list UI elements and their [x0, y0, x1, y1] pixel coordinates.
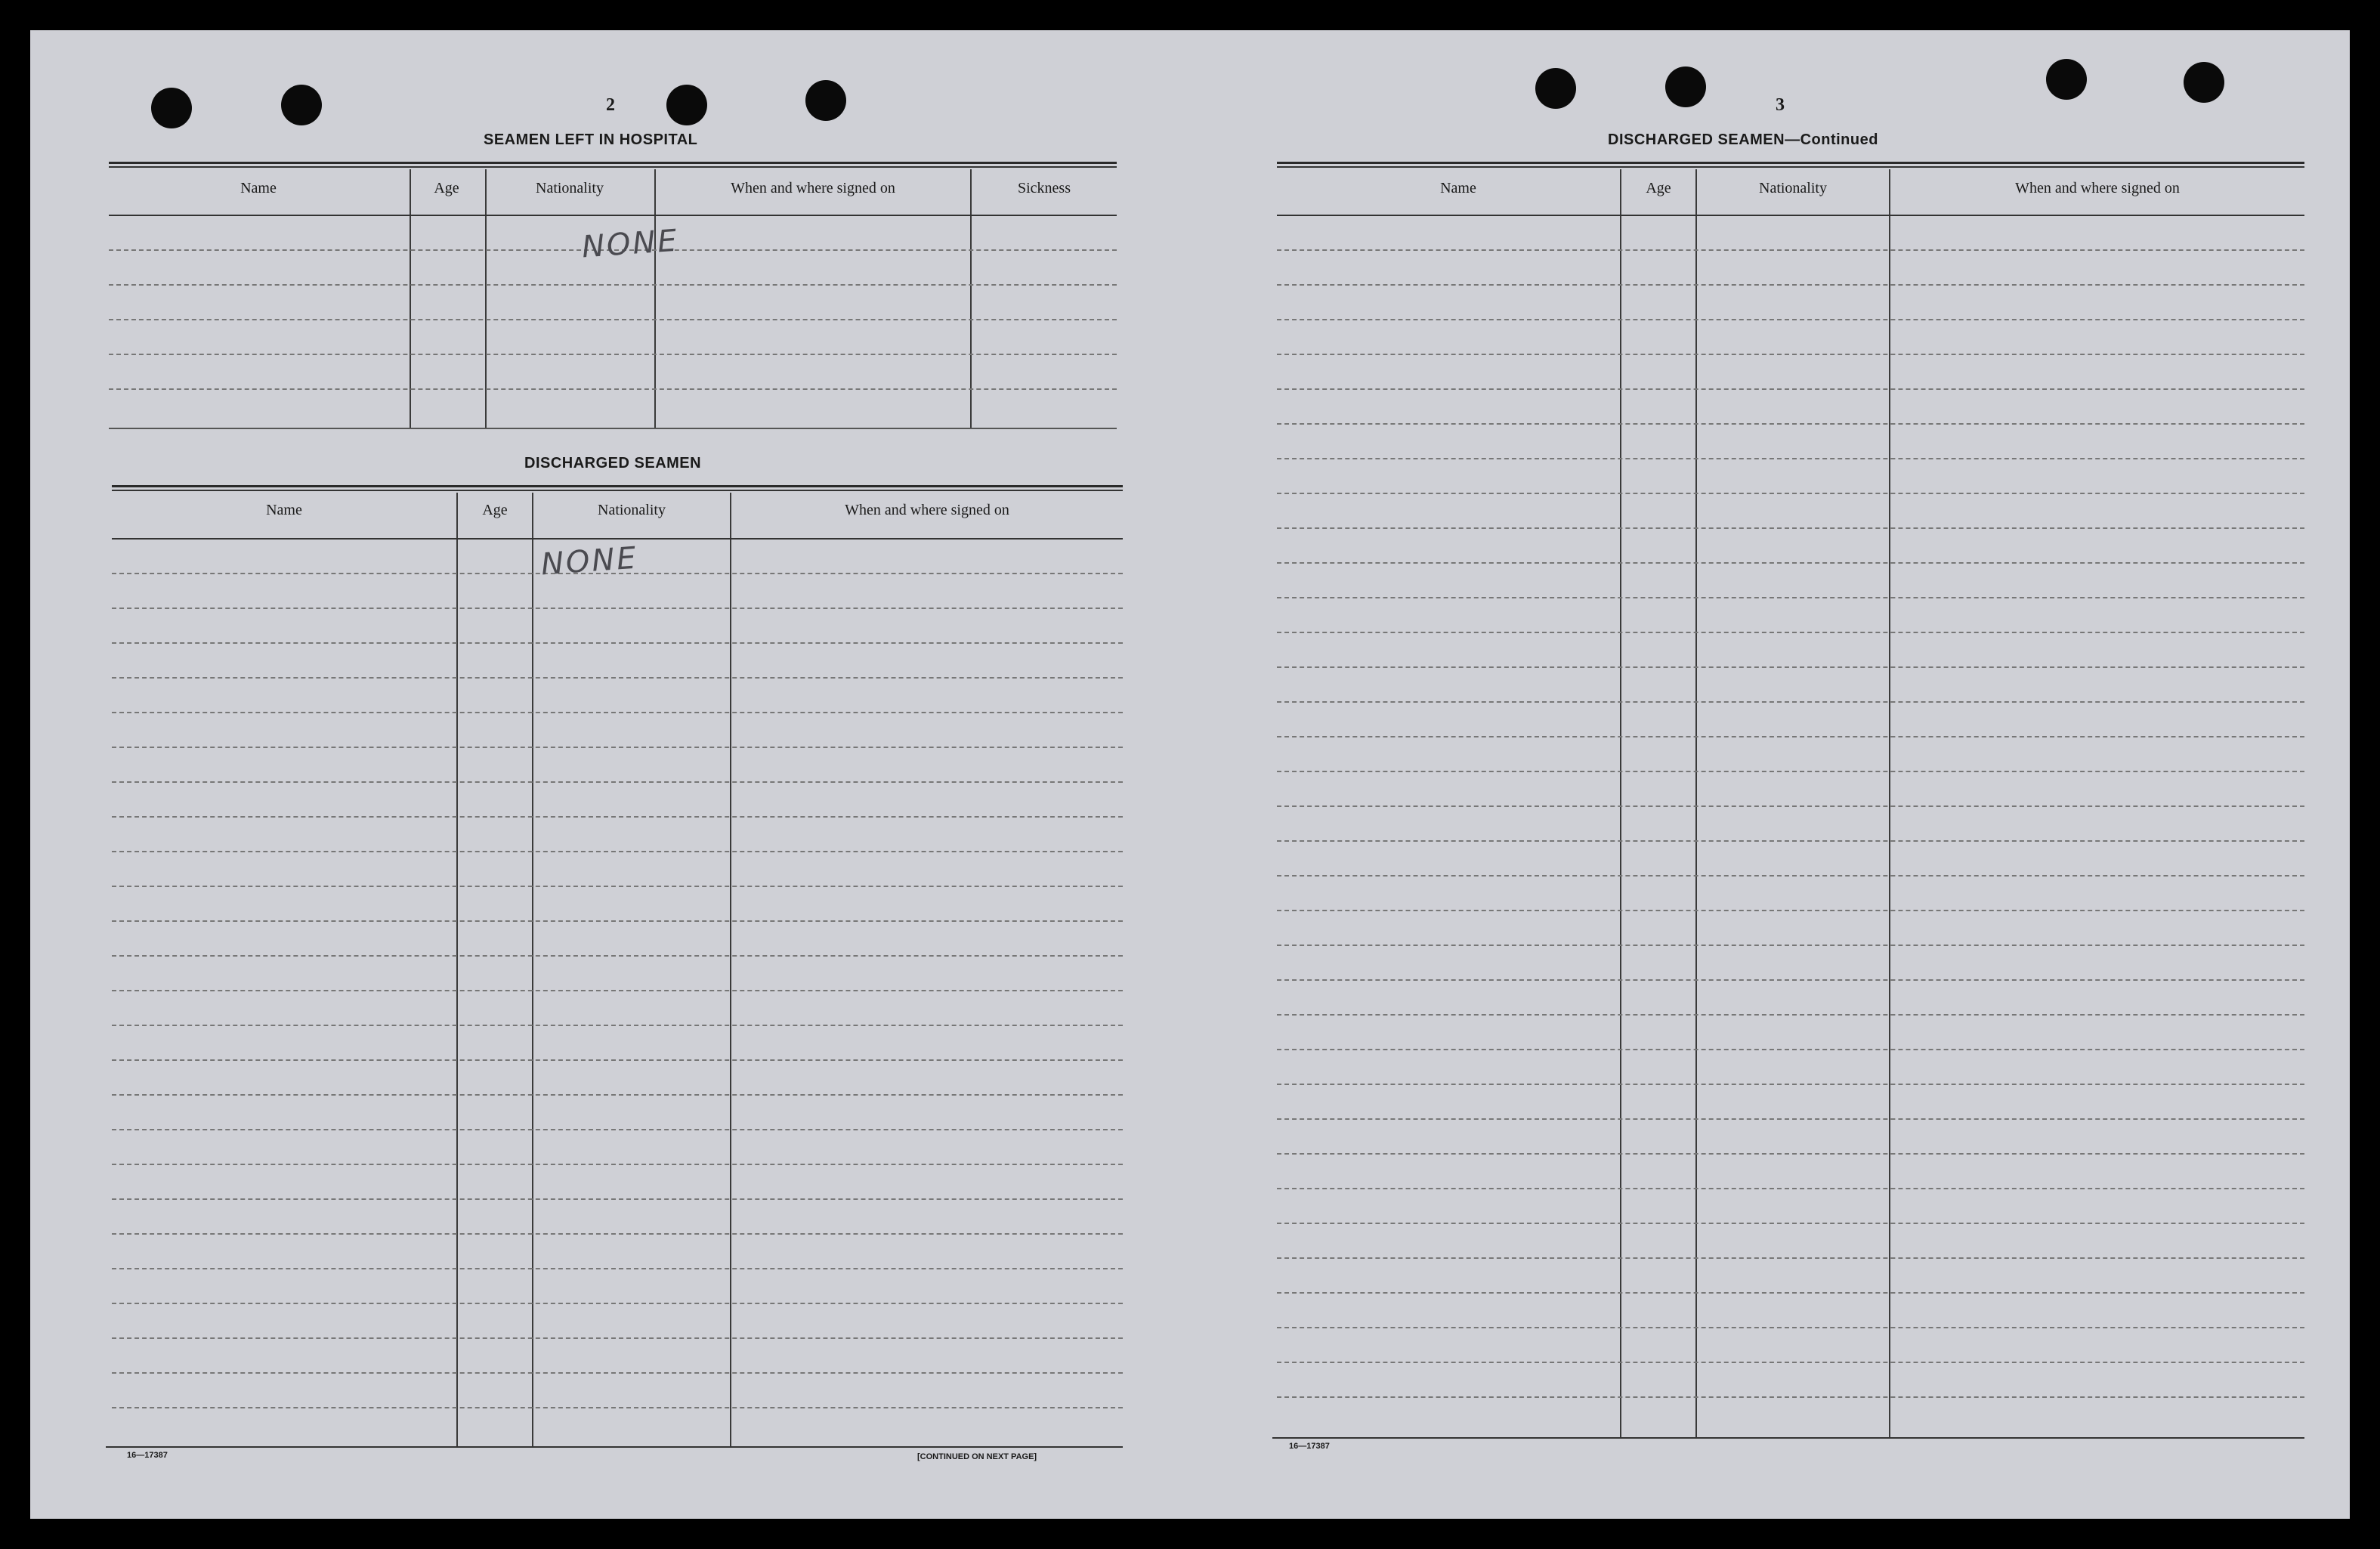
row-line [112, 1233, 1123, 1235]
row-line [1277, 319, 2304, 320]
row-line [1277, 388, 2304, 390]
row-line [112, 886, 1123, 887]
punch-hole [151, 88, 192, 128]
row-line [1277, 562, 2304, 564]
row-line [109, 428, 1117, 429]
row-line [112, 851, 1123, 852]
column-divider [1695, 169, 1697, 1439]
row-line [1277, 910, 2304, 911]
column-divider [485, 169, 487, 429]
table-top-rule [109, 162, 1117, 164]
column-header-name: Name [1440, 180, 1476, 196]
row-line [112, 608, 1123, 609]
column-header-signed-on: When and where signed on [731, 180, 895, 196]
column-header-age: Age [434, 180, 459, 196]
row-line [112, 1407, 1123, 1408]
table-top-rule [1277, 162, 2304, 164]
punch-hole [281, 85, 322, 125]
row-line [1277, 597, 2304, 598]
row-line [1277, 1292, 2304, 1294]
column-divider [1889, 169, 1890, 1439]
row-line [112, 1059, 1123, 1061]
row-line [1277, 493, 2304, 494]
row-line [1277, 284, 2304, 286]
row-line [112, 747, 1123, 748]
column-header-nationality: Nationality [536, 180, 604, 196]
row-line [112, 1164, 1123, 1165]
continued-note: [CONTINUED ON NEXT PAGE] [917, 1452, 1037, 1461]
row-line [112, 1303, 1123, 1304]
table-top-rule [112, 490, 1123, 491]
column-header-age: Age [482, 502, 508, 518]
column-divider [410, 169, 411, 429]
row-line [112, 1198, 1123, 1200]
column-header-name: Name [266, 502, 302, 518]
row-line [109, 215, 1117, 216]
row-line [112, 1372, 1123, 1374]
row-line [112, 1094, 1123, 1096]
discharged-continued-title: DISCHARGED SEAMEN—Continued [1608, 131, 1878, 148]
table-bottom-rule [1272, 1437, 2304, 1439]
row-line [1277, 875, 2304, 877]
column-header-age: Age [1646, 180, 1671, 196]
row-line [1277, 249, 2304, 251]
row-line [1277, 1257, 2304, 1259]
table-top-rule [109, 166, 1117, 168]
row-line [112, 816, 1123, 818]
row-line [1277, 805, 2304, 807]
column-divider [730, 493, 731, 1448]
discharged-section-title: DISCHARGED SEAMEN [524, 455, 702, 472]
page-number: 2 [606, 95, 615, 115]
row-line [112, 538, 1123, 540]
row-line [1277, 701, 2304, 703]
column-header-signed-on: When and where signed on [2015, 180, 2180, 196]
row-line [112, 712, 1123, 713]
punch-hole [666, 85, 707, 125]
punch-hole [1665, 66, 1706, 107]
handwritten-none: NONE [580, 223, 681, 265]
row-line [112, 955, 1123, 957]
column-divider [654, 169, 656, 429]
document-sheet [30, 30, 2350, 1519]
row-line [1277, 945, 2304, 946]
row-line [112, 642, 1123, 644]
row-line [1277, 1049, 2304, 1050]
hospital-section-title: SEAMEN LEFT IN HOSPITAL [484, 131, 698, 148]
form-number: 16—17387 [127, 1451, 168, 1460]
column-divider [970, 169, 972, 429]
row-line [1277, 527, 2304, 529]
row-line [1277, 1118, 2304, 1120]
row-line [109, 284, 1117, 286]
row-line [1277, 979, 2304, 981]
form-number: 16—17387 [1289, 1442, 1330, 1451]
row-line [112, 1268, 1123, 1269]
row-line [1277, 666, 2304, 668]
row-line [109, 354, 1117, 355]
row-line [1277, 1188, 2304, 1189]
row-line [1277, 632, 2304, 633]
punch-hole [1535, 68, 1576, 109]
row-line [1277, 1327, 2304, 1328]
row-line [1277, 1223, 2304, 1224]
row-line [1277, 1362, 2304, 1363]
column-header-nationality: Nationality [1759, 180, 1827, 196]
column-header-name: Name [240, 180, 277, 196]
row-line [1277, 458, 2304, 459]
row-line [112, 920, 1123, 922]
page-number: 3 [1776, 95, 1785, 115]
row-line [1277, 771, 2304, 772]
table-top-rule [112, 485, 1123, 487]
row-line [1277, 215, 2304, 216]
row-line [1277, 354, 2304, 355]
column-header-sickness: Sickness [1018, 180, 1071, 196]
punch-hole [2184, 62, 2224, 103]
row-line [112, 1129, 1123, 1130]
row-line [1277, 423, 2304, 425]
row-line [1277, 840, 2304, 842]
column-header-nationality: Nationality [598, 502, 666, 518]
row-line [112, 1025, 1123, 1026]
column-divider [456, 493, 458, 1448]
column-header-signed-on: When and where signed on [845, 502, 1009, 518]
table-bottom-rule [106, 1446, 1123, 1448]
punch-hole [2046, 59, 2087, 100]
row-line [112, 990, 1123, 991]
column-divider [532, 493, 533, 1448]
row-line [109, 388, 1117, 390]
row-line [1277, 1396, 2304, 1398]
row-line [1277, 736, 2304, 737]
column-divider [1620, 169, 1621, 1439]
row-line [1277, 1014, 2304, 1016]
row-line [1277, 1084, 2304, 1085]
row-line [1277, 1153, 2304, 1155]
row-line [112, 677, 1123, 679]
row-line [112, 1337, 1123, 1339]
table-top-rule [1277, 166, 2304, 168]
punch-hole [805, 80, 846, 121]
handwritten-none: NONE [539, 540, 640, 583]
row-line [109, 319, 1117, 320]
row-line [112, 781, 1123, 783]
